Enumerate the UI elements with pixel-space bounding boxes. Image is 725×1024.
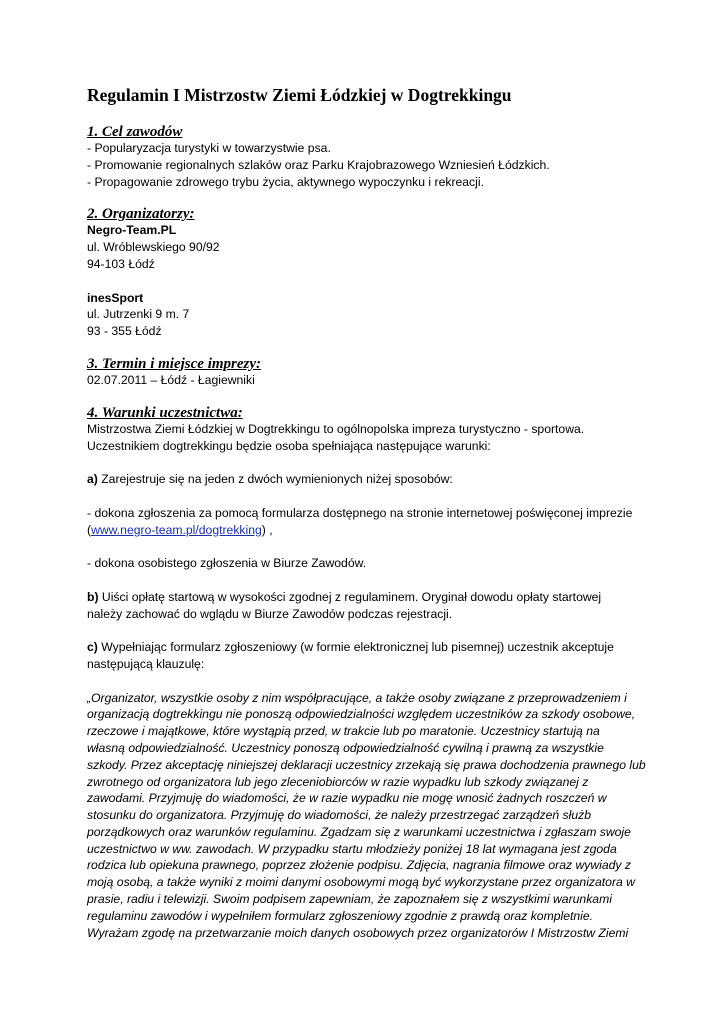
date-place-text: 02.07.2011 – Łódź - Łagiewniki: [87, 372, 255, 387]
clause-line: rzeczowe i majątkowe, które wystąpią przed, w trakcie lub po maratonie. Uczestnicy startują na: [87, 724, 600, 739]
clause-line: moją osobą, a także wyniki z moimi danymi osobowymi mogą być wykorzystane przez organizatora w: [87, 875, 635, 890]
clause-line: rodzica lub opiekuna prawnego, poprzez złożenie podpisu. Zdjęcia, nagrania filmowe oraz wywiady z: [87, 858, 631, 873]
condition-b: [87, 589, 647, 606]
document-content: [87, 84, 647, 941]
clause-line: porządkowych oraz warunków regulaminu. Zgadzam się z warunkami uczestnictwa i zgłaszam swoje: [87, 824, 631, 839]
organizer-street: ul. Jutrzenki 9 m. 7: [87, 307, 190, 322]
organizer-name: Negro-Team.PL: [87, 223, 177, 238]
clause-line: uczestnictwo w ww. zawodach. W przypadku startu młodzieży poniżej 18 lat wymagana jest zgoda: [87, 841, 617, 856]
registration-option-office: - dokona osobistego zgłoszenia w Biurze Zawodów.: [87, 556, 367, 571]
document-title: Regulamin I Mistrzostw Ziemi Łódzkiej w Dogtrekkingu: [87, 85, 512, 105]
condition-b-label: b): [87, 589, 99, 604]
section-organizers: [87, 206, 647, 340]
section-date-place-heading: 3. Termin i miejsce imprezy:: [87, 355, 262, 372]
organizer-street: ul. Wróblewskiego 90/92: [87, 240, 220, 255]
goal-line: - Propagowanie zdrowego trybu życia, aktywnego wypoczynku i rekreacji.: [87, 174, 484, 189]
condition-a: [87, 471, 647, 488]
conditions-intro-line: Mistrzostwa Ziemi Łódzkiej w Dogtrekkingu to ogólnopolska impreza turystyczno - sportowa.: [87, 421, 585, 436]
condition-c-text: Wypełniając formularz zgłoszeniowy (w formie elektronicznej lub pisemnej) uczestnik akceptuje: [97, 640, 614, 655]
condition-a-text: Zarejestruje się na jeden z dwóch wymienionych niżej sposobów:: [97, 472, 453, 487]
section-goals: [87, 124, 647, 190]
organizer-city: 93 - 355 Łódź: [87, 324, 162, 339]
liability-clause: [87, 690, 647, 942]
condition-b-text: Uiści opłatę startową w wysokości zgodnej z regulaminem. Oryginał dowodu opłaty startowej: [98, 589, 602, 604]
condition-a-label: a): [87, 472, 98, 487]
clause-line: Wyrażam zgodę na przetwarzanie moich danych osobowych przez organizatorów I Mistrzostw Ziemi: [87, 925, 629, 940]
registration-link[interactable]: www.negro-team.pl/dogtrekking: [91, 522, 262, 537]
condition-c: [87, 639, 647, 656]
conditions-intro-line: Uczestnikiem dogtrekkingu będzie osoba spełniająca następujące warunki:: [87, 438, 491, 453]
clause-line: „Organizator, wszystkie osoby z nim współpracujące, a także osoby związane z przeprowadzeniem i: [87, 690, 627, 705]
section-date-place: [87, 356, 647, 389]
section-goals-heading: 1. Cel zawodów: [87, 124, 183, 140]
section-conditions: [87, 405, 647, 942]
organizer-name: inesSport: [87, 290, 144, 305]
registration-option-online-link-line: [87, 522, 647, 539]
clause-line: zwrotnego od organizatora lub jego zleceniobiorców w razie wypadku lub szkody związanej z: [87, 774, 589, 789]
condition-b-line2: należy zachować do wglądu w Biurze Zawodów podczas rejestracji.: [87, 606, 453, 621]
clause-line: regulaminu zawodów i wypełniłem formularz zgłoszeniowy zgodnie z prawdą oraz kompletnie.: [87, 908, 594, 923]
clause-line: szkody. Przez akceptację niniejszej deklaracji uczestnicy zrzekają się prawa dochodzenia prawnego lub: [87, 757, 646, 772]
goal-line: - Popularyzacja turystyki w towarzystwie psa.: [87, 141, 331, 155]
organizer-city: 94-103 Łódź: [87, 256, 155, 271]
registration-option-online: - dokona zgłoszenia za pomocą formularza dostępnego na stronie internetowej poświęconej imprezie: [87, 505, 633, 520]
section-conditions-heading: 4. Warunki uczestnictwa:: [87, 404, 243, 421]
condition-c-label: c): [87, 640, 98, 655]
clause-line: stosunku do organizatora. Przyjmuję do wiadomości, że należy przestrzegać zarządzeń służb: [87, 808, 591, 823]
paren-open: (: [87, 522, 92, 537]
goal-line: - Promowanie regionalnych szlaków oraz Parku Krajobrazowego Wzniesień Łódzkich.: [87, 157, 550, 172]
clause-line: własną odpowiedzialność. Uczestnicy ponoszą odpowiedzialność cywilną i prawną za wszystkie: [87, 740, 604, 755]
paren-close: ) ,: [261, 522, 273, 537]
clause-line: zawodami. Przyjmuję do wiadomości, że w razie wypadku nie mogę wnosić żadnych roszczeń w: [87, 791, 607, 806]
clause-line: organizacją dogtrekkingu nie ponoszą odpowiedzialności względem uczestników za szkody osobowe,: [87, 707, 636, 722]
condition-c-line2: następującą klauzulę:: [87, 656, 205, 671]
clause-line: prasie, radiu i telewizji. Swoim podpisem zapewniam, że zapoznałem się z wszystkimi warunkami: [87, 892, 612, 907]
section-organizers-heading: 2. Organizatorzy:: [87, 206, 195, 223]
